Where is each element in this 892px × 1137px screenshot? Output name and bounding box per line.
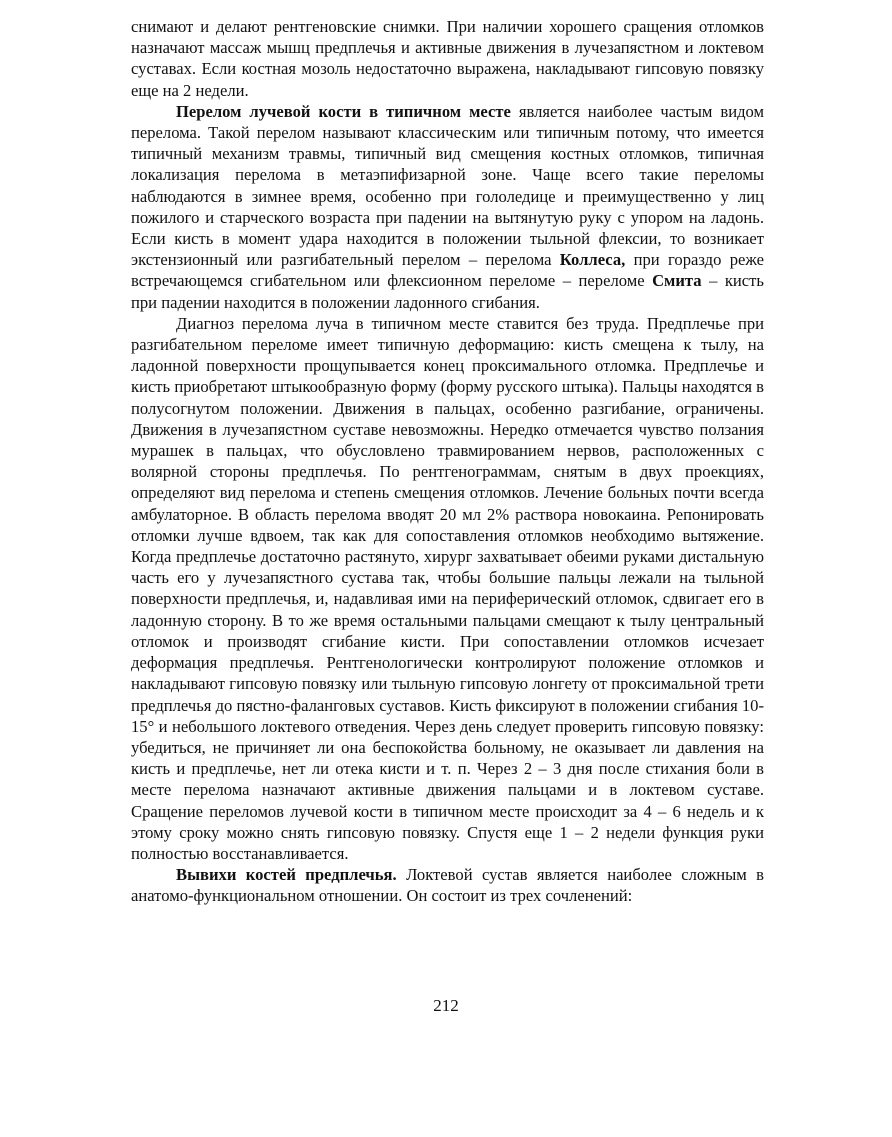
- paragraph-1: [131, 16, 764, 101]
- term-colles: Коллеса,: [559, 250, 626, 270]
- paragraph-1-text: снимают и делают рентгеновские снимки. При наличии хорошего сращения отломков назначают массаж мышц предплечья и активные движения в лучезапястном и локтевом суставах. Если костная мозоль недостаточно выражена, накладывают гипсовую повязку еще на 2 недели.: [131, 17, 764, 100]
- heading-radius-fracture: Перелом лучевой кости в типичном месте: [176, 101, 511, 121]
- heading-forearm-dislocations: Вывихи костей предплечья.: [176, 865, 397, 885]
- paragraph-3-text: Диагноз перелома луча в типичном месте ставится без труда. Предплечье при разгибательном переломе имеет типичную деформацию: кисть смещена к тылу, на ладонной поверхности прощупывается конец проксимального отломка. Предплечье и кисть приобретают штыкообразную форму (форму русского штыка). Пальцы находятся в полусогнутом положении. Движения в пальцах, особенно разгибание, ограничены. Движения в лучезапястном суставе невозможны. Нередко отмечается чувство ползания мурашек в пальцах, что обусловлено травмированием нервов, расположенных с волярной стороны предплечья. По рентгенограммам, снятым в двух проекциях, определяют вид перелома и степень смещения отломков. Лечение больных почти всегда амбулаторное. В область перелома вводят 20 мл 2% раствора новокаина. Репонировать отломки лучше вдвоем, так как для сопоставления отломков необходимо вытяжение. Когда предплечье достаточно растянуто, хирург захватывает обеими руками дистальную часть его у лучезапястного сустава так, чтобы большие пальцы лежали на тыльной поверхности предплечья, и, надавливая ими на периферический отломок, сдвигает его в ладонную сторону. В то же время остальными пальцами смещают к тылу центральный отломок и производят сгибание кисти. При сопоставлении отломков исчезает деформация предплечья. Рентгенологически контролируют положение отломков и накладывают гипсовую повязку или тыльную гипсовую лонгету от проксимальной трети предплечья до пястно-фаланговых суставов. Кисть фиксируют в положении сгибания 10-15° и небольшого локтевого отведения. Через день следует проверить гипсовую повязку: убедиться, не причиняет ли она беспокойства больному, не оказывает ли давления на кисть и предплечье, нет ли отека кисти и т. п. Через 2 – 3 дня после стихания боли в месте перелома назначают активные движения пальцами и в локтевом суставе. Сращение переломов лучевой кости в типичном месте происходит за 4 – 6 недель и к этому сроку можно снять гипсовую повязку. Спустя еще 1 – 2 недели функция руки полностью восстанавливается.: [131, 313, 764, 863]
- paragraph-2-text-a: является наиболее частым видом перелома. Такой перелом называют классическим или типичным потому, что имеется типичный механизм травмы, типичный вид смещения костных отломков, типичная локализация перелома в метаэпифизарной зоне. Чаще всего такие переломы наблюдаются в зимнее время, особенно при гололедице и преимущественно у лиц пожилого и старческого возраста при падении на вытянутую руку с упором на ладонь. Если кисть в момент удара находится в положении тыльной флексии, то возникает экстензионный или разгибательный перелом – перелома: [131, 101, 764, 270]
- paragraph-4: [131, 864, 764, 906]
- paragraph-2-text-b: при гораздо реже встречающемся сгибательном или флексионном переломе – переломе: [131, 250, 764, 291]
- paragraph-2-text-c: – кисть при падении находится в положении ладонного сгибания.: [131, 271, 764, 312]
- term-smith: Смита: [652, 271, 702, 291]
- paragraph-2: [131, 101, 764, 313]
- paragraph-3: [131, 313, 764, 864]
- page-body: [131, 16, 764, 907]
- page-number: 212: [433, 996, 459, 1015]
- paragraph-4-text: Локтевой сустав является наиболее сложным в анатомо-функциональном отношении. Он состоит из трех сочленений:: [131, 865, 764, 906]
